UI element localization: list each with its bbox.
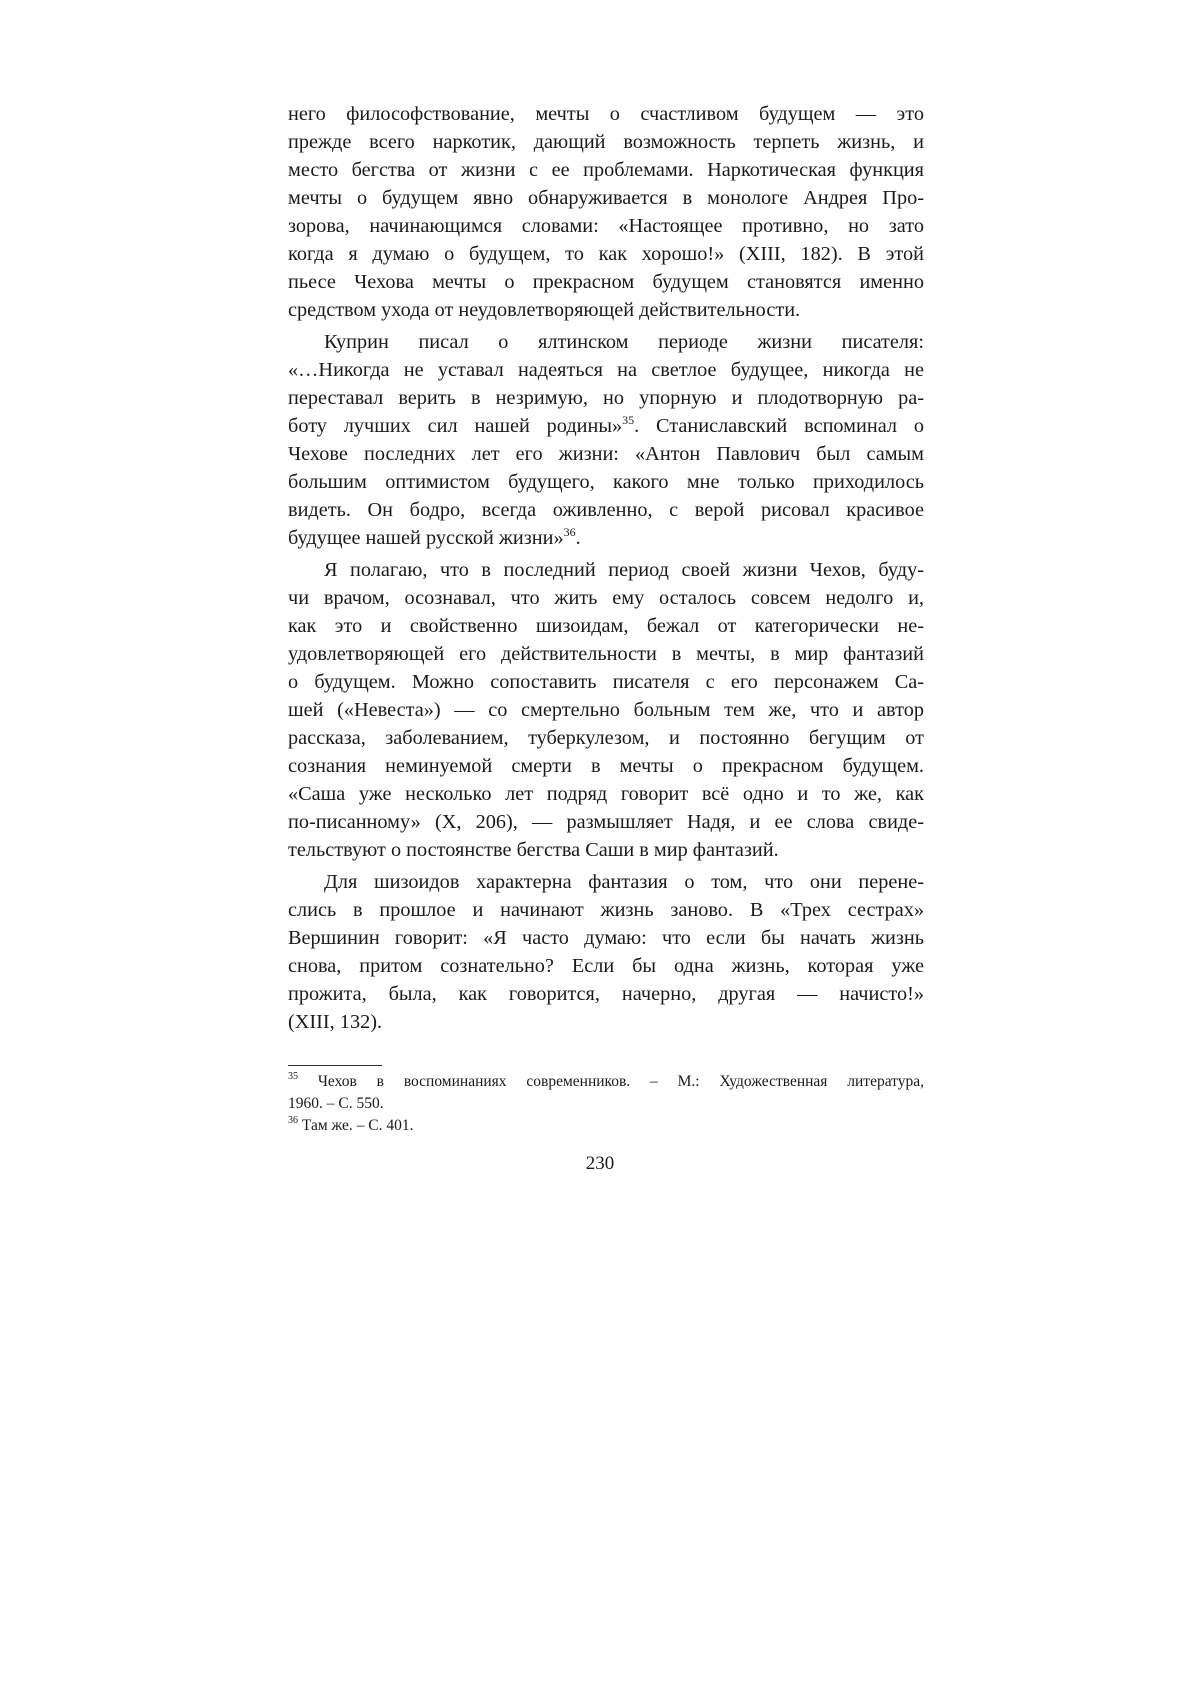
text-line: Я полагаю, что в последний период своей жизни Чехов, буду-	[288, 556, 924, 584]
paragraph-4	[288, 868, 924, 1036]
footnote-ref-36: 36	[564, 525, 576, 539]
footnote-36-line	[288, 1115, 924, 1137]
text-line: тельствуют о постоянстве бегства Саши в мир фантазий.	[288, 836, 924, 864]
footnote-ref-35: 35	[622, 413, 634, 427]
text-line: шей («Невеста») — со смертельно больным тем же, что и автор	[288, 696, 924, 724]
text-line: снова, притом сознательно? Если бы одна жизнь, которая уже	[288, 952, 924, 980]
footnote-36-text: Там же. – С. 401.	[302, 1117, 414, 1134]
footnote-mark-35: 35	[288, 1071, 298, 1082]
text-line: пьесе Чехова мечты о прекрасном будущем становятся именно	[288, 268, 924, 296]
paragraph-2	[288, 328, 924, 552]
text-line: мечты о будущем явно обнаруживается в монологе Андрея Про-	[288, 184, 924, 212]
text-line: «Саша уже несколько лет подряд говорит всё одно и то же, как	[288, 780, 924, 808]
text-line: о будущем. Можно сопоставить писателя с его персонажем Са-	[288, 668, 924, 696]
text-line: прежде всего наркотик, дающий возможность терпеть жизнь, и	[288, 128, 924, 156]
text-line: Куприн писал о ялтинском периоде жизни писателя:	[288, 328, 924, 356]
text-line: прожита, была, как говорится, начерно, другая — начисто!»	[288, 980, 924, 1008]
text-line: Чехове последних лет его жизни: «Антон Павлович был самым	[288, 440, 924, 468]
text-line-with-footnote-ref	[288, 412, 924, 440]
page-number: 230	[0, 1152, 1200, 1176]
text-span: .	[576, 527, 581, 549]
text-line: слись в прошлое и начинают жизнь заново. В «Трех сестрах»	[288, 896, 924, 924]
text-line: сознания неминуемой смерти в мечты о прекрасном будущем.	[288, 752, 924, 780]
text-line: удовлетворяющей его действительности в мечты, в мир фантазий	[288, 640, 924, 668]
text-line: чи врачом, осознавал, что жить ему осталось совсем недолго и,	[288, 584, 924, 612]
text-line: по-писанному» (X, 206), — размышляет Надя, и ее слова свиде-	[288, 808, 924, 836]
text-line: рассказа, заболеванием, туберкулезом, и постоянно бегущим от	[288, 724, 924, 752]
text-line: когда я думаю о будущем, то как хорошо!» (XIII, 182). В этой	[288, 240, 924, 268]
text-line: (XIII, 132).	[288, 1008, 924, 1036]
text-line: как это и свойственно шизоидам, бежал от категорически не-	[288, 612, 924, 640]
text-line: Для шизоидов характерна фантазия о том, что они перене-	[288, 868, 924, 896]
footnotes	[288, 1071, 924, 1137]
paragraph-1	[288, 100, 924, 324]
text-span: . Станиславский вспоминал о	[634, 415, 924, 437]
document-page	[0, 0, 1200, 1698]
footnote-35-text: Чехов в воспоминаниях современников. – М.: Художественная литература,	[318, 1073, 924, 1090]
text-line: переставал верить в незримую, но упорную и плодотворную ра-	[288, 384, 924, 412]
text-line: средством ухода от неудовлетворяющей действительности.	[288, 296, 924, 324]
text-line: место бегства от жизни с ее проблемами. Наркотическая функция	[288, 156, 924, 184]
footnote-mark-36: 36	[288, 1115, 298, 1126]
main-text	[288, 100, 924, 1036]
footnote-35-continuation: 1960. – С. 550.	[288, 1093, 924, 1115]
text-line: Вершинин говорит: «Я часто думаю: что если бы начать жизнь	[288, 924, 924, 952]
footnote-35-line	[288, 1071, 924, 1093]
text-line: видеть. Он бодро, всегда оживленно, с верой рисовал красивое	[288, 496, 924, 524]
text-span: боту лучших сил нашей родины»	[288, 415, 622, 437]
text-line: зорова, начинающимся словами: «Настоящее противно, но зато	[288, 212, 924, 240]
text-line: «…Никогда не уставал надеяться на светлое будущее, никогда не	[288, 356, 924, 384]
text-line-with-footnote-ref	[288, 524, 924, 552]
footnote-separator	[288, 1065, 382, 1066]
text-line: большим оптимистом будущего, какого мне только приходилось	[288, 468, 924, 496]
text-span: будущее нашей русской жизни»	[288, 527, 564, 549]
text-line: него философствование, мечты о счастливом будущем — это	[288, 100, 924, 128]
paragraph-3	[288, 556, 924, 864]
